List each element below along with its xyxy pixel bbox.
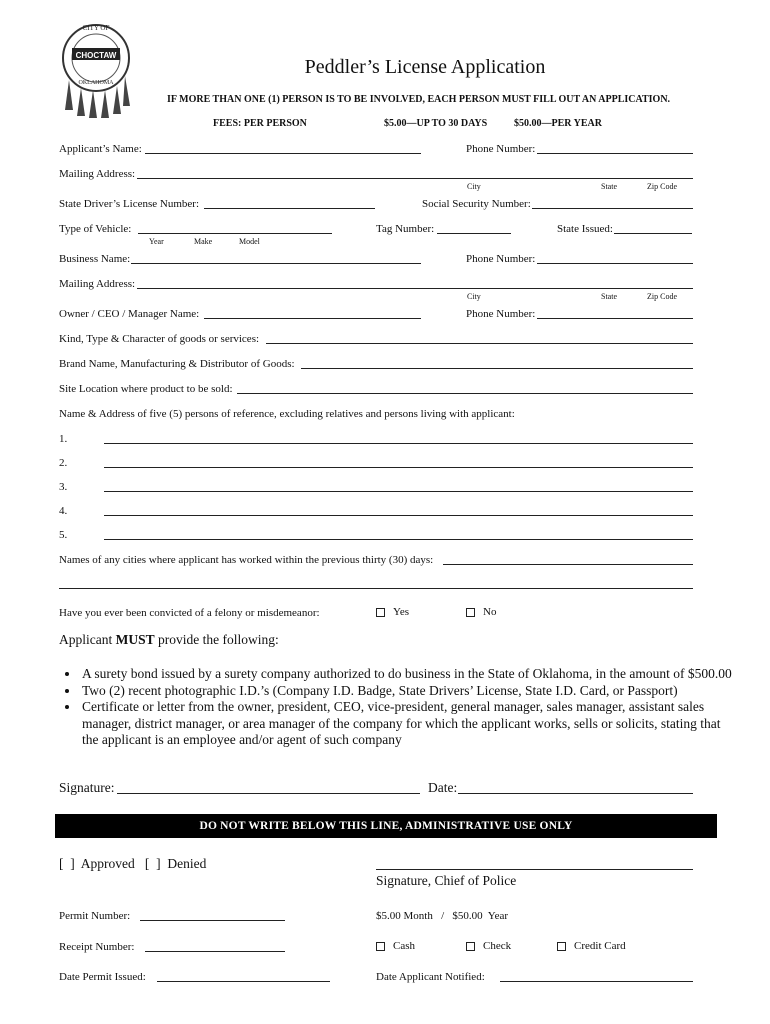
year-caption: Year [149, 237, 164, 246]
phone-number-field[interactable] [537, 153, 693, 154]
vehicle-type-label: Type of Vehicle: [59, 223, 132, 235]
model-caption: Model [239, 237, 260, 246]
goods-label: Kind, Type & Character of goods or services: [59, 333, 260, 345]
checkbox-icon[interactable] [376, 942, 385, 951]
site-location-label: Site Location where product to be sold: [59, 383, 233, 395]
city-caption: City [467, 292, 481, 301]
state-caption: State [601, 182, 617, 191]
vehicle-type-field[interactable] [138, 233, 332, 234]
city-caption: City [467, 182, 481, 191]
reference-4-field[interactable] [104, 515, 693, 516]
reference-1-field[interactable] [104, 443, 693, 444]
state-caption: State [601, 292, 617, 301]
site-location-field[interactable] [237, 393, 693, 394]
date-permit-issued-field[interactable] [157, 981, 330, 982]
business-phone-label: Phone Number: [466, 253, 536, 265]
date-field[interactable] [458, 793, 693, 794]
reference-number: 4. [59, 505, 68, 517]
business-name-label: Business Name: [59, 253, 131, 265]
credit-card-label: Credit Card [574, 940, 626, 952]
owner-phone-label: Phone Number: [466, 308, 536, 320]
mailing-address-label: Mailing Address: [59, 168, 136, 180]
reference-number: 1. [59, 433, 68, 445]
seal-text-bottom: OKLAHOMA [78, 80, 114, 86]
applicant-name-label: Applicant’s Name: [59, 143, 142, 155]
permit-number-label: Permit Number: [59, 910, 131, 922]
signature-label: Signature: [59, 780, 115, 795]
date-label: Date: [428, 780, 458, 795]
date-permit-issued-label: Date Permit Issued: [59, 971, 146, 983]
zip-caption: Zip Code [647, 182, 677, 191]
felony-question: Have you ever been convicted of a felony or misdemeanor: [59, 607, 320, 619]
cash-label: Cash [393, 940, 415, 952]
business-mailing-address-field[interactable] [137, 288, 693, 289]
felony-no-option[interactable] [466, 606, 496, 618]
phone-number-label: Phone Number: [466, 143, 536, 155]
fees-option-year: $50.00—PER YEAR [514, 118, 602, 129]
tag-number-label: Tag Number: [376, 223, 435, 235]
applicant-name-field[interactable] [145, 153, 421, 154]
chief-signature-field[interactable] [376, 869, 693, 870]
reference-number: 2. [59, 457, 68, 469]
fee-options: $5.00 Month / $50.00 Year [376, 910, 509, 922]
requirement-item: • A surety bond issued by a surety company authorized to do business in the State of Oklahoma, in the amount of $500.00 [80, 666, 740, 683]
brand-label: Brand Name, Manufacturing & Distributor of Goods: [59, 358, 295, 370]
reference-number: 5. [59, 529, 68, 541]
requirements-heading-post: provide the following: [154, 632, 279, 647]
reference-number: 3. [59, 481, 68, 493]
references-label: Name & Address of five (5) persons of reference, excluding relatives and persons living with applicant: [59, 408, 515, 420]
requirements-heading-pre: Applicant [59, 632, 116, 647]
payment-credit-card-option[interactable] [557, 940, 626, 952]
requirements-list [60, 666, 740, 749]
owner-name-label: Owner / CEO / Manager Name: [59, 308, 200, 320]
business-name-field[interactable] [131, 263, 421, 264]
state-issued-label: State Issued: [557, 223, 613, 235]
requirements-heading [59, 632, 279, 648]
reference-3-field[interactable] [104, 491, 693, 492]
notice-text: IF MORE THAN ONE (1) PERSON IS TO BE INVOLVED, EACH PERSON MUST FILL OUT AN APPLICATION. [167, 94, 671, 105]
page-title: Peddler’s License Application [304, 56, 546, 78]
owner-phone-field[interactable] [537, 318, 693, 319]
no-label: No [483, 606, 497, 618]
receipt-number-label: Receipt Number: [59, 941, 135, 953]
business-mailing-address-label: Mailing Address: [59, 278, 136, 290]
checkbox-icon[interactable] [466, 608, 475, 617]
business-phone-field[interactable] [537, 263, 693, 264]
checkbox-icon[interactable] [376, 608, 385, 617]
brand-field[interactable] [301, 368, 693, 369]
cities-worked-label: Names of any cities where applicant has worked within the previous thirty (30) days: [59, 554, 434, 566]
ssn-label: Social Security Number: [422, 198, 531, 210]
payment-check-option[interactable] [466, 940, 511, 952]
date-applicant-notified-field[interactable] [500, 981, 693, 982]
admin-banner: DO NOT WRITE BELOW THIS LINE, ADMINISTRATIVE USE ONLY [55, 814, 717, 838]
goods-field[interactable] [266, 343, 693, 344]
make-caption: Make [194, 237, 213, 246]
permit-number-field[interactable] [140, 920, 285, 921]
state-issued-field[interactable] [614, 233, 692, 234]
receipt-number-field[interactable] [145, 951, 285, 952]
cities-worked-field-extra[interactable] [59, 588, 693, 589]
checkbox-icon[interactable] [557, 942, 566, 951]
checkbox-icon[interactable] [466, 942, 475, 951]
seal-text-top: CITY OF [82, 24, 110, 32]
chief-signature-label: Signature, Chief of Police [376, 873, 517, 888]
seal-text-mid: CHOCTAW [75, 51, 117, 60]
requirements-heading-bold: MUST [115, 632, 155, 647]
tag-number-field[interactable] [437, 233, 511, 234]
reference-5-field[interactable] [104, 539, 693, 540]
owner-name-field[interactable] [204, 318, 421, 319]
drivers-license-field[interactable] [204, 208, 375, 209]
date-applicant-notified-label: Date Applicant Notified: [376, 971, 485, 983]
requirement-item: • Certificate or letter from the owner, president, CEO, vice-president, general manager, sales manager, assistant sales manager, district manager, or area manager of the company for which the applicant works, sells or solicits, stating that the applicant is an employee and/or agent of such company [80, 699, 740, 749]
payment-cash-option[interactable] [376, 940, 415, 952]
drivers-license-label: State Driver’s License Number: [59, 198, 200, 210]
reference-2-field[interactable] [104, 467, 693, 468]
cities-worked-field[interactable] [443, 564, 693, 565]
mailing-address-field[interactable] [137, 178, 693, 179]
fees-label: FEES: PER PERSON [213, 118, 307, 129]
felony-yes-option[interactable] [376, 606, 409, 618]
check-label: Check [483, 940, 512, 952]
signature-field[interactable] [117, 793, 420, 794]
yes-label: Yes [393, 606, 410, 618]
requirement-item: • Two (2) recent photographic I.D.’s (Company I.D. Badge, State Drivers’ License, State I.D. Card, or Passport) [80, 683, 740, 700]
zip-caption: Zip Code [647, 292, 677, 301]
fees-option-30-days: $5.00—UP TO 30 DAYS [384, 118, 488, 129]
approval-options[interactable]: [ ] Approved [ ] Denied [59, 856, 207, 871]
ssn-field[interactable] [532, 208, 693, 209]
